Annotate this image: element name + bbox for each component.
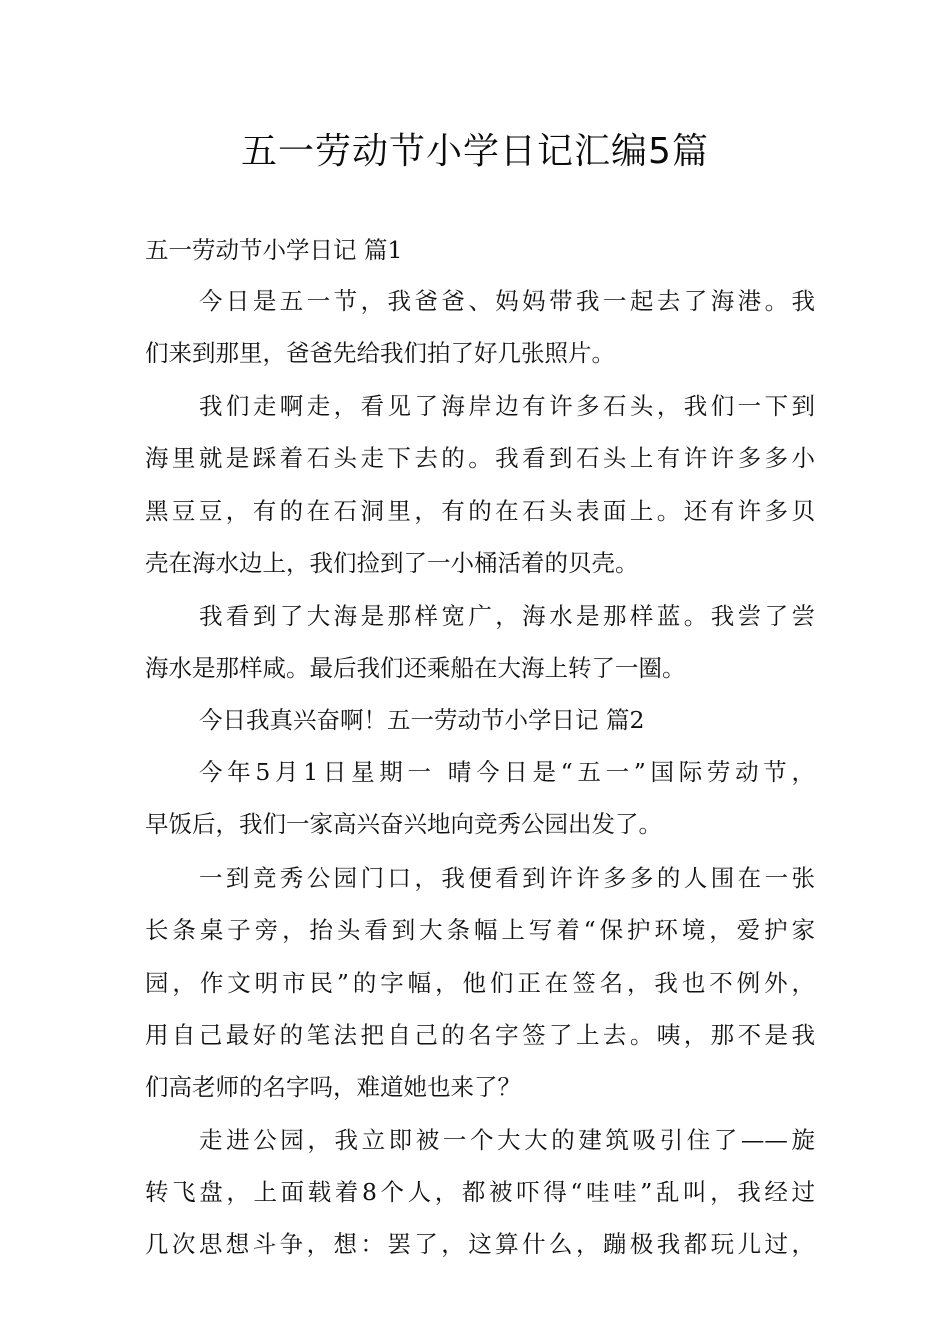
paragraph-line: 海水是那样咸。最后我们还乘船在大海上转了一圈。 bbox=[145, 654, 686, 682]
section-heading-1: 五一劳动节小学日记 篇1 bbox=[145, 236, 403, 264]
paragraph-line: 早饭后，我们一家高兴奋兴地向竞秀公园出发了。 bbox=[145, 810, 662, 838]
paragraph-line: 海里就是踩着石头走下去的。我看到石头上有许许多多小 bbox=[145, 444, 815, 472]
paragraph-line: 我们走啊走，看见了海岸边有许多石头，我们一下到 bbox=[199, 392, 815, 420]
paragraph-line: 们来到那里，爸爸先给我们拍了好几张照片。 bbox=[145, 339, 615, 367]
paragraph-line: 壳在海水边上，我们捡到了一小桶活着的贝壳。 bbox=[145, 549, 639, 577]
section-heading-2: 今日我真兴奋啊！五一劳动节小学日记 篇2 bbox=[199, 706, 645, 734]
paragraph-line: 今年5月1日星期一 晴今日是“五一”国际劳动节， bbox=[199, 758, 815, 786]
paragraph-line: 转飞盘，上面载着8个人，都被吓得“哇哇”乱叫，我经过 bbox=[145, 1178, 815, 1206]
paragraph-line: 园，作文明市民”的字幅，他们正在签名，我也不例外， bbox=[145, 969, 815, 997]
paragraph-line: 我看到了大海是那样宽广，海水是那样蓝。我尝了尝 bbox=[199, 602, 815, 630]
paragraph-line: 长条桌子旁，抬头看到大条幅上写着“保护环境，爱护家 bbox=[145, 916, 815, 944]
paragraph-line: 今日是五一节，我爸爸、妈妈带我一起去了海港。我 bbox=[199, 287, 815, 315]
paragraph-line: 几次思想斗争，想：罢了，这算什么，蹦极我都玩儿过， bbox=[145, 1230, 815, 1258]
paragraph-line: 走进公园，我立即被一个大大的建筑吸引住了——旋 bbox=[199, 1126, 815, 1154]
paragraph-line: 用自己最好的笔法把自己的名字签了上去。咦，那不是我 bbox=[145, 1021, 815, 1049]
paragraph-line: 们高老师的名字吗，难道她也来了？ bbox=[145, 1073, 521, 1101]
document-title: 五一劳动节小学日记汇编5篇 bbox=[241, 131, 709, 172]
paragraph-line: 一到竞秀公园门口，我便看到许许多多的人围在一张 bbox=[199, 864, 815, 892]
paragraph-line: 黑豆豆，有的在石洞里，有的在石头表面上。还有许多贝 bbox=[145, 497, 815, 525]
